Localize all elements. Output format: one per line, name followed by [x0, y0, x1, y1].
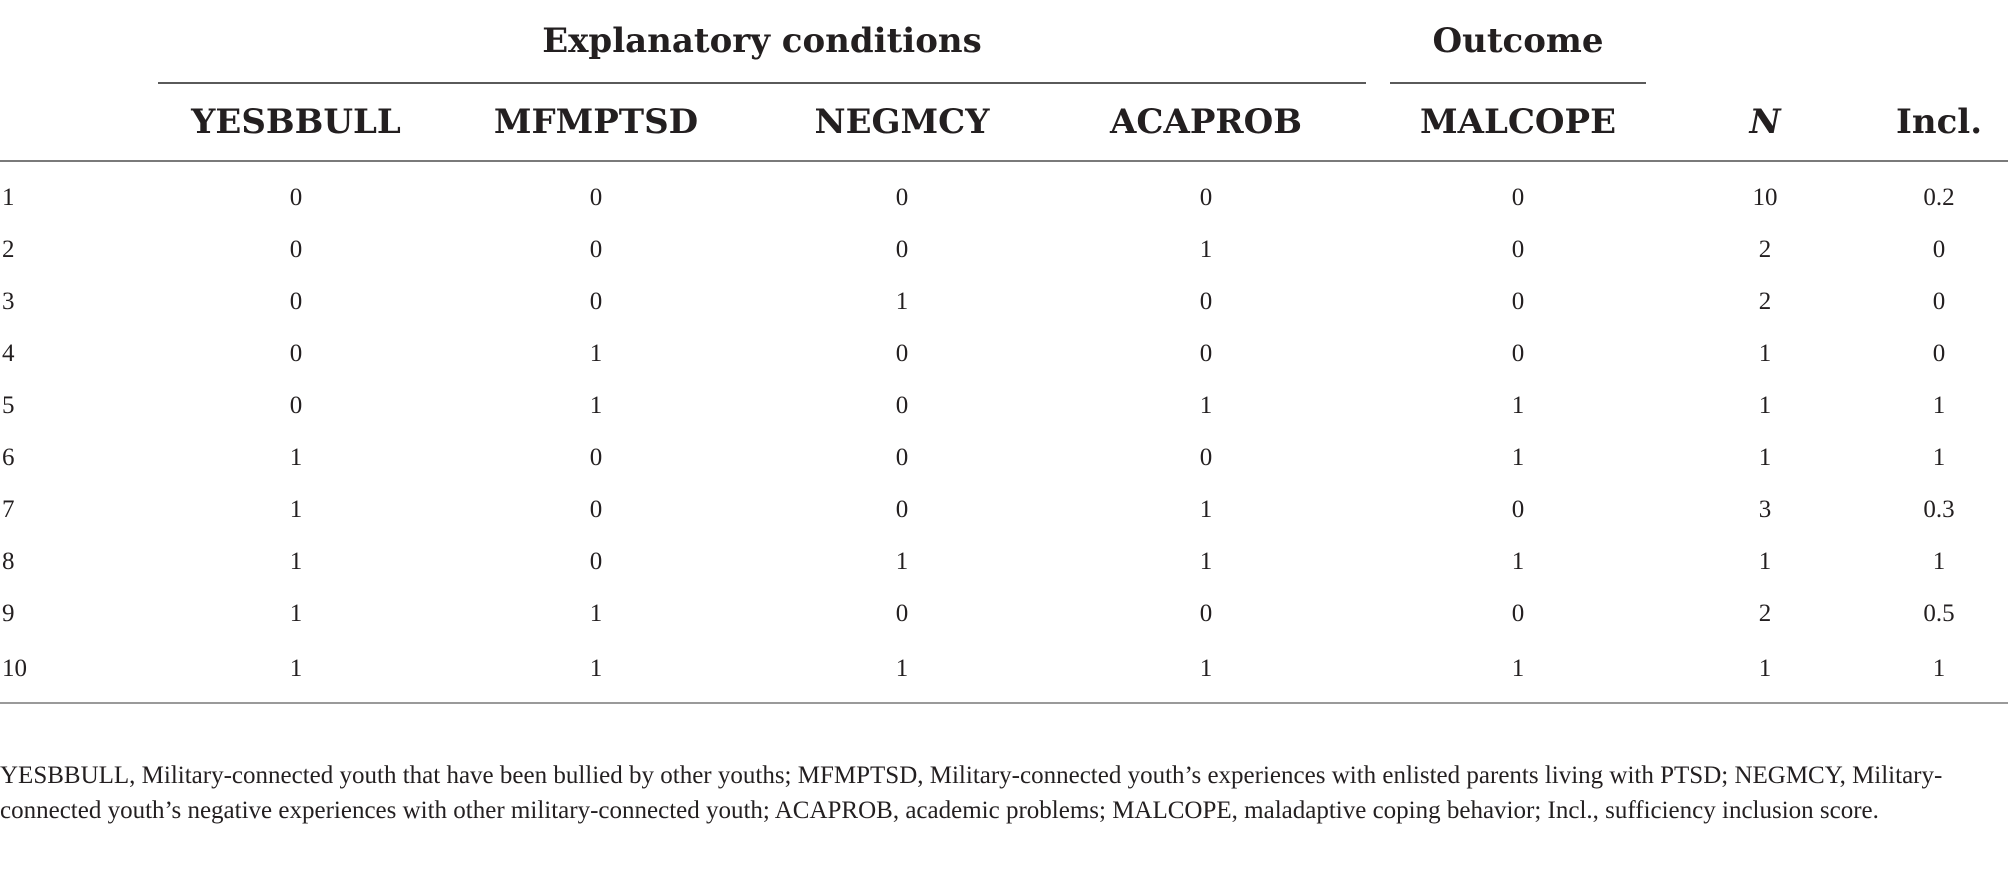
n-cell: 2	[1758, 236, 1772, 263]
negmcy-cell: 0	[895, 392, 909, 419]
negmcy-cell: 1	[895, 288, 909, 315]
gap-cell	[1366, 161, 1390, 224]
table-row	[0, 588, 2008, 640]
incl-cell: 1	[1932, 392, 1946, 419]
row-id-cell: 5	[2, 392, 15, 419]
yesbbull-cell: 0	[289, 236, 303, 263]
mfmptsd-cell: 0	[589, 496, 603, 523]
table-row	[0, 161, 2008, 224]
gap-cell	[1646, 276, 1660, 328]
group-header-outcome: Outcome	[1390, 0, 1646, 83]
n-cell: 1	[1758, 392, 1772, 419]
gap-cell	[1646, 380, 1660, 432]
n-cell: 1	[1660, 640, 1870, 703]
column-header-row-id	[0, 83, 158, 161]
table-row	[0, 380, 2008, 432]
row-id-cell: 8	[2, 548, 15, 575]
malcope-cell: 0	[1511, 496, 1525, 523]
group-header-spacer	[0, 0, 158, 83]
gap-cell	[1646, 588, 1660, 640]
gap-cell	[1366, 328, 1390, 380]
incl-cell: 0	[1932, 288, 1946, 315]
group-header-gap	[1366, 0, 1390, 83]
column-header-row	[0, 83, 2008, 161]
gap-cell	[1646, 536, 1660, 588]
incl-cell: 1	[1932, 444, 1946, 471]
row-id-cell: 2	[2, 236, 15, 263]
group-header-spacer	[1870, 0, 2008, 83]
mfmptsd-cell: 1	[589, 392, 603, 419]
malcope-cell: 0	[1511, 288, 1525, 315]
negmcy-cell: 1	[895, 548, 909, 575]
table-row	[0, 640, 2008, 703]
column-header-malcope: MALCOPE	[1390, 83, 1646, 161]
malcope-cell: 0	[1511, 184, 1525, 211]
acaprob-cell: 1	[1046, 640, 1366, 703]
yesbbull-cell: 0	[289, 340, 303, 367]
yesbbull-cell: 0	[289, 288, 303, 315]
yesbbull-cell: 1	[289, 496, 303, 523]
gap-cell	[1366, 484, 1390, 536]
yesbbull-cell: 0	[289, 392, 303, 419]
column-header-gap	[1646, 83, 1660, 161]
table-body	[0, 161, 2008, 703]
gap-cell	[1366, 276, 1390, 328]
acaprob-cell: 0	[1199, 184, 1213, 211]
mfmptsd-cell: 0	[589, 444, 603, 471]
gap-cell	[1366, 640, 1390, 703]
acaprob-cell: 0	[1199, 340, 1213, 367]
n-cell: 10	[1752, 184, 1778, 211]
malcope-cell: 0	[1511, 236, 1525, 263]
malcope-cell: 1	[1511, 444, 1525, 471]
gap-cell	[1646, 640, 1660, 703]
n-cell: 2	[1758, 600, 1772, 627]
table-row	[0, 328, 2008, 380]
table-row	[0, 536, 2008, 588]
n-cell: 1	[1758, 340, 1772, 367]
n-cell: 2	[1758, 288, 1772, 315]
negmcy-cell: 0	[895, 340, 909, 367]
acaprob-cell: 0	[1199, 288, 1213, 315]
incl-cell: 0	[1932, 340, 1946, 367]
column-header-gap	[1366, 83, 1390, 161]
malcope-cell: 1	[1511, 548, 1525, 575]
malcope-cell: 1	[1390, 640, 1646, 703]
table-row	[0, 276, 2008, 328]
column-header-n: N	[1660, 83, 1870, 161]
row-id-cell: 3	[2, 288, 15, 315]
mfmptsd-cell: 0	[589, 184, 603, 211]
column-header-negmcy: NEGMCY	[758, 83, 1046, 161]
negmcy-cell: 0	[895, 444, 909, 471]
gap-cell	[1646, 432, 1660, 484]
gap-cell	[1366, 224, 1390, 276]
mfmptsd-cell: 1	[589, 600, 603, 627]
acaprob-cell: 1	[1199, 548, 1213, 575]
incl-cell: 0.3	[1923, 496, 1955, 523]
n-cell: 3	[1758, 496, 1772, 523]
mfmptsd-cell: 0	[589, 236, 603, 263]
row-id-cell: 7	[2, 496, 15, 523]
gap-cell	[1646, 224, 1660, 276]
mfmptsd-cell: 0	[589, 288, 603, 315]
malcope-cell: 0	[1511, 340, 1525, 367]
table-row	[0, 484, 2008, 536]
yesbbull-cell: 0	[289, 184, 303, 211]
row-id-cell: 4	[2, 340, 15, 367]
row-id-cell: 10	[0, 640, 158, 703]
gap-cell	[1366, 432, 1390, 484]
incl-cell: 1	[1870, 640, 2008, 703]
row-id-cell: 6	[2, 444, 15, 471]
column-header-mfmptsd: MFMPTSD	[434, 83, 758, 161]
gap-cell	[1366, 380, 1390, 432]
incl-cell: 0	[1932, 236, 1946, 263]
acaprob-cell: 1	[1199, 496, 1213, 523]
gap-cell	[1366, 536, 1390, 588]
group-header-spacer	[1660, 0, 1870, 83]
acaprob-cell: 0	[1199, 444, 1213, 471]
column-header-incl: Incl.	[1870, 83, 2008, 161]
negmcy-cell: 0	[895, 600, 909, 627]
incl-cell: 1	[1932, 548, 1946, 575]
group-header-gap	[1646, 0, 1660, 83]
column-header-acaprob: ACAPROB	[1046, 83, 1366, 161]
n-cell: 1	[1758, 548, 1772, 575]
negmcy-cell: 0	[895, 184, 909, 211]
gap-cell	[1366, 588, 1390, 640]
malcope-cell: 0	[1511, 600, 1525, 627]
table-row	[0, 224, 2008, 276]
negmcy-cell: 0	[895, 236, 909, 263]
incl-cell: 0.5	[1923, 600, 1955, 627]
table-footnote: YESBBULL, Military-connected youth that have been bullied by other youths; MFMPTSD, Military-connected youth’s experiences with enlisted parents living with PTSD; NEGMCY, Military-connected youth’s negative experiences with other military-connected youth; ACAPROB, academic problems; MALCOPE, maladaptive coping behavior; Incl., sufficiency inclusion score.	[0, 762, 1943, 824]
table-row	[0, 432, 2008, 484]
incl-cell: 0.2	[1923, 184, 1955, 211]
mfmptsd-cell: 0	[589, 548, 603, 575]
negmcy-cell: 1	[758, 640, 1046, 703]
acaprob-cell: 1	[1199, 236, 1213, 263]
gap-cell	[1646, 328, 1660, 380]
acaprob-cell: 1	[1199, 392, 1213, 419]
gap-cell	[1646, 484, 1660, 536]
row-id-cell: 1	[2, 184, 15, 211]
malcope-cell: 1	[1511, 392, 1525, 419]
yesbbull-cell: 1	[158, 640, 434, 703]
n-cell: 1	[1758, 444, 1772, 471]
negmcy-cell: 0	[895, 496, 909, 523]
yesbbull-cell: 1	[289, 444, 303, 471]
column-header-yesbbull: YESBBULL	[158, 83, 434, 161]
yesbbull-cell: 1	[289, 548, 303, 575]
acaprob-cell: 0	[1199, 600, 1213, 627]
gap-cell	[1646, 161, 1660, 224]
mfmptsd-cell: 1	[589, 340, 603, 367]
row-id-cell: 9	[2, 600, 15, 627]
group-header-row	[0, 0, 2008, 83]
mfmptsd-cell: 1	[434, 640, 758, 703]
group-header-explanatory: Explanatory conditions	[158, 0, 1366, 83]
yesbbull-cell: 1	[289, 600, 303, 627]
